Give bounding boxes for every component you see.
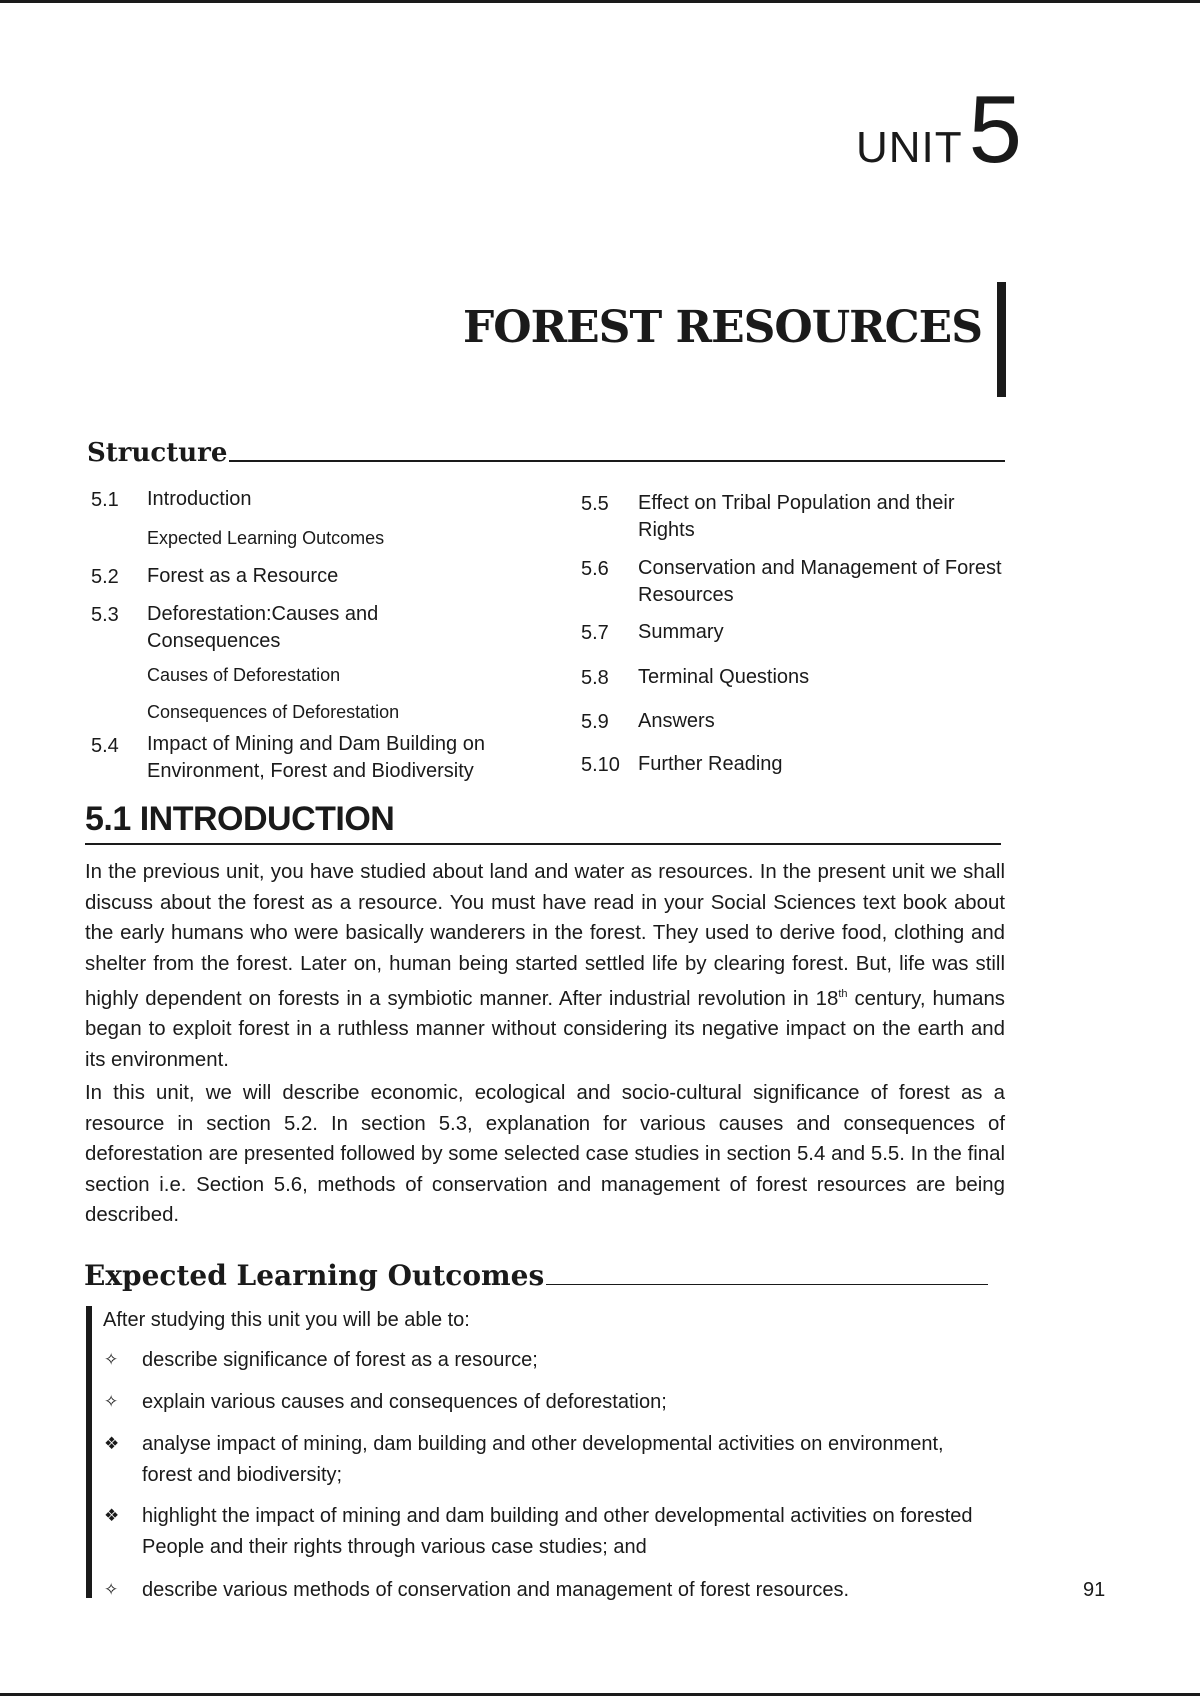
toc-number: 5.7: [581, 622, 609, 644]
introduction-rule: [85, 843, 1001, 845]
unit-number: 5: [968, 76, 1022, 183]
bullet-icon: ✧: [104, 1392, 119, 1411]
outcome-item: highlight the impact of mining and dam building and other developmental activities on forested People and their rights through various case studies; and: [142, 1505, 973, 1558]
outcomes-accent-bar: [86, 1306, 92, 1598]
toc-number: 5.1: [91, 489, 119, 511]
outcome-item: explain various causes and consequences of deforestation;: [142, 1391, 667, 1413]
unit-heading: [855, 76, 1022, 183]
toc-entry: Effect on Tribal Population and their Rights: [638, 492, 955, 541]
outcomes-heading: Expected Learning Outcomes: [84, 1259, 545, 1292]
introduction-paragraph-1: In the previous unit, you have studied about land and water as resources. In the present unit we shall discuss about the forest as a resource. You must have read in your Social Sciences text book about the early humans who were basically wanderers in the forest. They used to derive food, clothing and shelter from the forest. Later on, human being started settled life by clearing forest. But, life was still highly dependent on forests in a symbiotic manner. After industrial revolution in 18th century, humans began to exploit forest in a ruthless manner without considering its negative impact on the earth and its environment.: [85, 861, 1005, 1071]
toc-entry: Introduction: [147, 488, 252, 510]
toc-subentry: Expected Learning Outcomes: [147, 528, 385, 548]
chapter-title: FOREST RESOURCES: [463, 302, 982, 353]
outcome-item: describe various methods of conservation and management of forest resources.: [142, 1579, 850, 1601]
outcomes-rule: [470, 1284, 988, 1285]
page-bottom-border: [0, 1693, 1200, 1696]
toc-number: 5.5: [581, 493, 609, 515]
toc-subentry: Causes of Deforestation: [147, 665, 341, 685]
page-number: 91: [1083, 1579, 1106, 1601]
toc-number: 5.10: [581, 754, 620, 776]
outcome-item: describe significance of forest as a resource;: [142, 1349, 538, 1371]
toc-subentry: Consequences of Deforestation: [147, 702, 400, 722]
bullet-icon: ✧: [104, 1580, 119, 1599]
structure-rule: [200, 460, 1005, 462]
toc-number: 5.2: [91, 566, 119, 588]
toc-number: 5.9: [581, 711, 609, 733]
toc-entry: Terminal Questions: [638, 666, 810, 688]
bullet-icon: ❖: [104, 1506, 120, 1525]
title-accent-bar: [997, 282, 1006, 397]
toc-number: 5.6: [581, 558, 609, 580]
toc-entry: Forest as a Resource: [147, 565, 339, 587]
bullet-icon: ✧: [104, 1350, 119, 1369]
outcomes-intro: After studying this unit you will be able to:: [103, 1309, 470, 1331]
toc-number: 5.8: [581, 667, 609, 689]
toc-entry: Further Reading: [638, 753, 783, 775]
page-top-border: [0, 0, 1200, 3]
bullet-icon: ❖: [104, 1434, 120, 1453]
toc-number: 5.3: [91, 604, 119, 626]
outcome-item: analyse impact of mining, dam building and other developmental activities on environment, forest and biodiversity;: [142, 1433, 944, 1486]
toc-entry: Answers: [638, 710, 715, 732]
introduction-heading: 5.1 INTRODUCTION: [85, 800, 395, 838]
unit-label: UNIT: [855, 123, 963, 172]
toc-entry: Conservation and Management of Forest Resources: [638, 557, 1002, 606]
toc-entry: Impact of Mining and Dam Building on Environment, Forest and Biodiversity: [147, 733, 485, 782]
toc-number: 5.4: [91, 735, 119, 757]
toc-entry: Summary: [638, 621, 724, 643]
toc-entry: Deforestation:Causes and Consequences: [147, 603, 379, 652]
introduction-paragraph-2: In this unit, we will describe economic, ecological and socio-cultural significance of forest as a resource in section 5.2. In section 5.3, explanation for various causes and consequences of deforestation are presented followed by some selected case studies in section 5.4 and 5.5. In the final section i.e. Section 5.6, methods of conservation and management of forest resources are being described.: [85, 1082, 1005, 1226]
structure-heading: Structure: [87, 438, 228, 468]
